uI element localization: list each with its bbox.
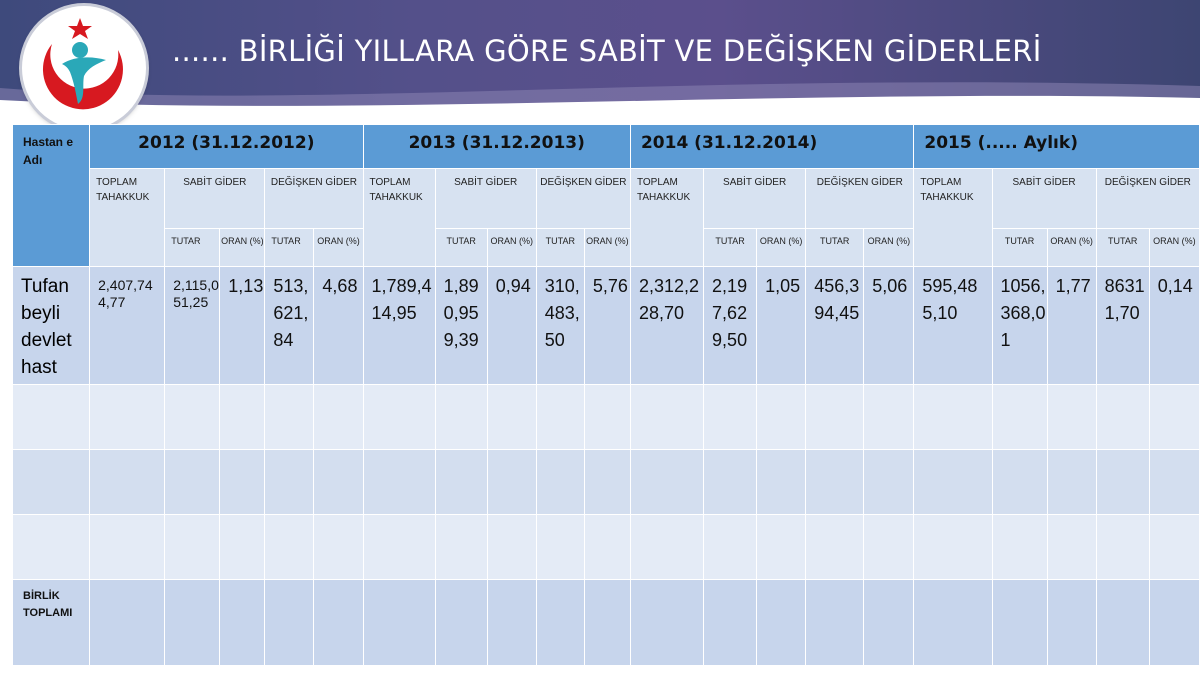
toplam-value-2015: 595,485,10 xyxy=(914,267,992,385)
toplam-tahakkuk-header: TOPLAM TAHAKKUK xyxy=(630,169,703,267)
subcategory-header-row xyxy=(13,229,1200,267)
degisken-oran-2014: 5,06 xyxy=(864,267,914,385)
sabit-gider-header: SABİT GİDER xyxy=(165,169,265,229)
oran-header: ORAN (%) xyxy=(220,229,265,267)
sabit-oran-2014: 1,05 xyxy=(757,267,806,385)
sabit-oran-2012: 1,13 xyxy=(220,267,265,385)
tutar-header: TUTAR xyxy=(165,229,220,267)
sabit-oran-2015: 1,77 xyxy=(1047,267,1096,385)
degisken-tutar-2012: 513,621,84 xyxy=(265,267,314,385)
oran-header: ORAN (%) xyxy=(1149,229,1199,267)
category-header-row xyxy=(13,169,1200,229)
oran-header: ORAN (%) xyxy=(487,229,536,267)
toplam-tahakkuk-header: TOPLAM TAHAKKUK xyxy=(90,169,165,267)
tutar-header: TUTAR xyxy=(806,229,864,267)
oran-header: ORAN (%) xyxy=(314,229,363,267)
sabit-tutar-2015: 1056,368,01 xyxy=(992,267,1047,385)
sabit-tutar-2013: 1,890,959,39 xyxy=(435,267,487,385)
logo-crescent-figure-icon xyxy=(22,6,146,130)
year-header-2015: 2015 (..... Aylık) xyxy=(914,125,1200,169)
degisken-tutar-2014: 456,394,45 xyxy=(806,267,864,385)
empty-row xyxy=(13,385,1200,450)
degisken-tutar-2015: 86311,70 xyxy=(1096,267,1149,385)
oran-header: ORAN (%) xyxy=(1047,229,1096,267)
year-header-2013: 2013 (31.12.2013) xyxy=(363,125,630,169)
oran-header: ORAN (%) xyxy=(584,229,630,267)
oran-header: ORAN (%) xyxy=(757,229,806,267)
sabit-tutar-2014: 2,197,629,50 xyxy=(704,267,757,385)
year-header-2012: 2012 (31.12.2012) xyxy=(90,125,363,169)
expense-table xyxy=(12,124,1200,666)
degisken-gider-header: DEĞİŞKEN GİDER xyxy=(806,169,914,229)
tutar-header: TUTAR xyxy=(992,229,1047,267)
empty-row xyxy=(13,450,1200,515)
empty-row xyxy=(13,515,1200,580)
page-title: ...... BİRLİĞİ YILLARA GÖRE SABİT VE DEĞİŞKEN GİDERLERİ xyxy=(172,34,1042,68)
toplam-value-2013: 1,789,414,95 xyxy=(363,267,435,385)
sabit-oran-2013: 0,94 xyxy=(487,267,536,385)
sabit-gider-header: SABİT GİDER xyxy=(992,169,1096,229)
degisken-oran-2012: 4,68 xyxy=(314,267,363,385)
ministry-logo xyxy=(22,6,146,130)
toplam-value-2014: 2,312,228,70 xyxy=(630,267,703,385)
header-banner xyxy=(0,0,1200,118)
tutar-header: TUTAR xyxy=(435,229,487,267)
sabit-tutar-2012: 2,115,051,25 xyxy=(165,267,220,385)
year-header-2014: 2014 (31.12.2014) xyxy=(630,125,913,169)
degisken-oran-2013: 5,76 xyxy=(584,267,630,385)
degisken-oran-2015: 0,14 xyxy=(1149,267,1199,385)
tutar-header: TUTAR xyxy=(536,229,584,267)
tutar-header: TUTAR xyxy=(265,229,314,267)
degisken-gider-header: DEĞİŞKEN GİDER xyxy=(265,169,363,229)
expense-table-container xyxy=(12,124,1200,667)
tutar-header: TUTAR xyxy=(1096,229,1149,267)
oran-header: ORAN (%) xyxy=(864,229,914,267)
hospital-name-cell: Tufan beyli devlet hast xyxy=(13,267,90,385)
degisken-gider-header: DEĞİŞKEN GİDER xyxy=(536,169,630,229)
toplam-tahakkuk-header: TOPLAM TAHAKKUK xyxy=(363,169,435,267)
tutar-header: TUTAR xyxy=(704,229,757,267)
toplam-value-2012: 2,407,744,77 xyxy=(90,267,165,385)
birlik-toplami-label: BİRLİK TOPLAMI xyxy=(13,580,90,666)
total-row xyxy=(13,580,1200,666)
sabit-gider-header: SABİT GİDER xyxy=(704,169,806,229)
sabit-gider-header: SABİT GİDER xyxy=(435,169,536,229)
hospital-name-header: Hastan e Adı xyxy=(13,125,90,267)
degisken-gider-header: DEĞİŞKEN GİDER xyxy=(1096,169,1199,229)
toplam-tahakkuk-header: TOPLAM TAHAKKUK xyxy=(914,169,992,267)
degisken-tutar-2013: 310,483,50 xyxy=(536,267,584,385)
year-header-row xyxy=(13,125,1200,169)
table-row xyxy=(13,267,1200,385)
